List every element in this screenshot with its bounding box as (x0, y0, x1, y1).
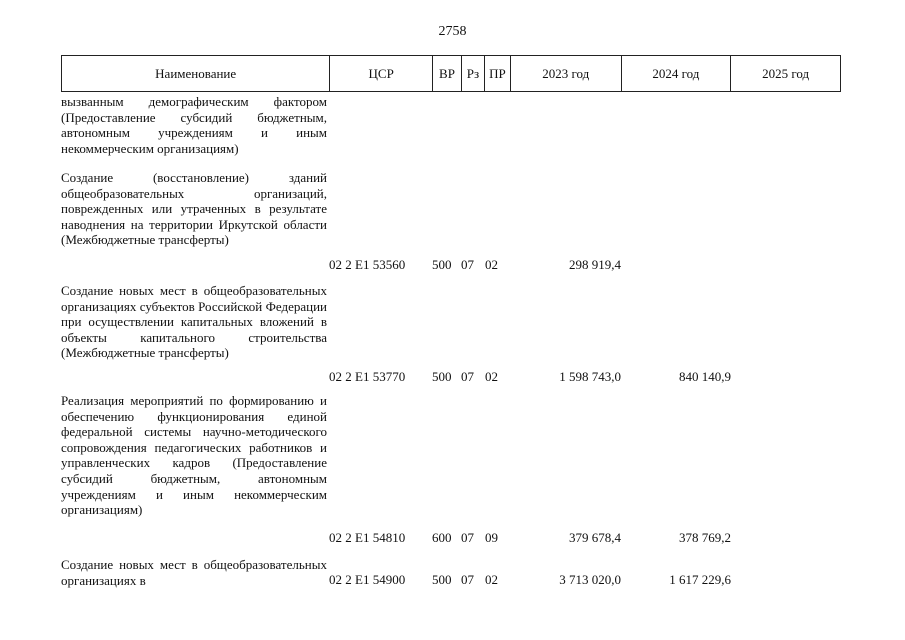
row-name: вызванным демографическим фактором (Предоставление субсидий бюджетным, автономным учреждениям и иным некоммерческим организациям) (61, 94, 327, 156)
row-pr: 02 (485, 572, 498, 587)
row-name: Создание новых мест в общеобразовательных организациях субъектов Российской Федерации при осуществлении капитальных вложений в объекты капитального строительства (Межбюджетные трансферты) (61, 283, 327, 361)
row-2024: 840 140,9 (679, 369, 731, 384)
header-2025: 2025 год (762, 65, 810, 81)
row-name: Создание (восстановление) зданий общеобразовательных организаций, поврежденных или утраченных в результате наводнения на территории Иркутской области (Межбюджетные трансферты) (61, 170, 327, 248)
row-vr: 500 (432, 257, 452, 272)
header-name: Наименование (62, 56, 330, 91)
row-csr: 02 2 E1 54810 (329, 530, 406, 545)
row-name: Создание новых мест в общеобразовательных организациях в (61, 557, 327, 588)
row-rz: 07 (461, 369, 474, 384)
header-2024: 2024 год (622, 56, 732, 91)
page-number: 2758 (438, 24, 467, 39)
header-2023: 2023 год (511, 56, 622, 91)
row-2023: 3 713 020,0 (559, 572, 621, 587)
row-2024: 1 617 229,6 (669, 572, 731, 587)
row-vr: 600 (432, 530, 452, 545)
header-pr: ПР (485, 56, 511, 91)
row-rz: 07 (461, 530, 474, 545)
row-vr: 500 (432, 572, 452, 587)
header-vr: ВР (433, 56, 462, 91)
row-csr: 02 2 E1 54900 (329, 572, 406, 587)
row-2023: 298 919,4 (569, 257, 621, 272)
row-rz: 07 (461, 572, 474, 587)
row-pr: 02 (485, 369, 498, 384)
row-pr: 09 (485, 530, 498, 545)
row-vr: 500 (432, 369, 452, 384)
header-rz: Рз (462, 56, 485, 91)
row-name: Реализация мероприятий по формированию и обеспечению функционирования единой федеральной системы научно-методического сопровождения педагогических работников и управленческих кадров (Предоставление субсидий бюджетным, автономным учреждениям и иным некоммерческим организациям) (61, 393, 327, 518)
row-rz: 07 (461, 257, 474, 272)
row-2023: 1 598 743,0 (559, 369, 621, 384)
table-header (61, 55, 841, 92)
row-csr: 02 2 E1 53770 (329, 369, 406, 384)
row-pr: 02 (485, 257, 498, 272)
row-2023: 379 678,4 (569, 530, 621, 545)
row-2024: 378 769,2 (679, 530, 731, 545)
header-csr: ЦСР (330, 56, 433, 91)
row-csr: 02 2 E1 53560 (329, 257, 406, 272)
